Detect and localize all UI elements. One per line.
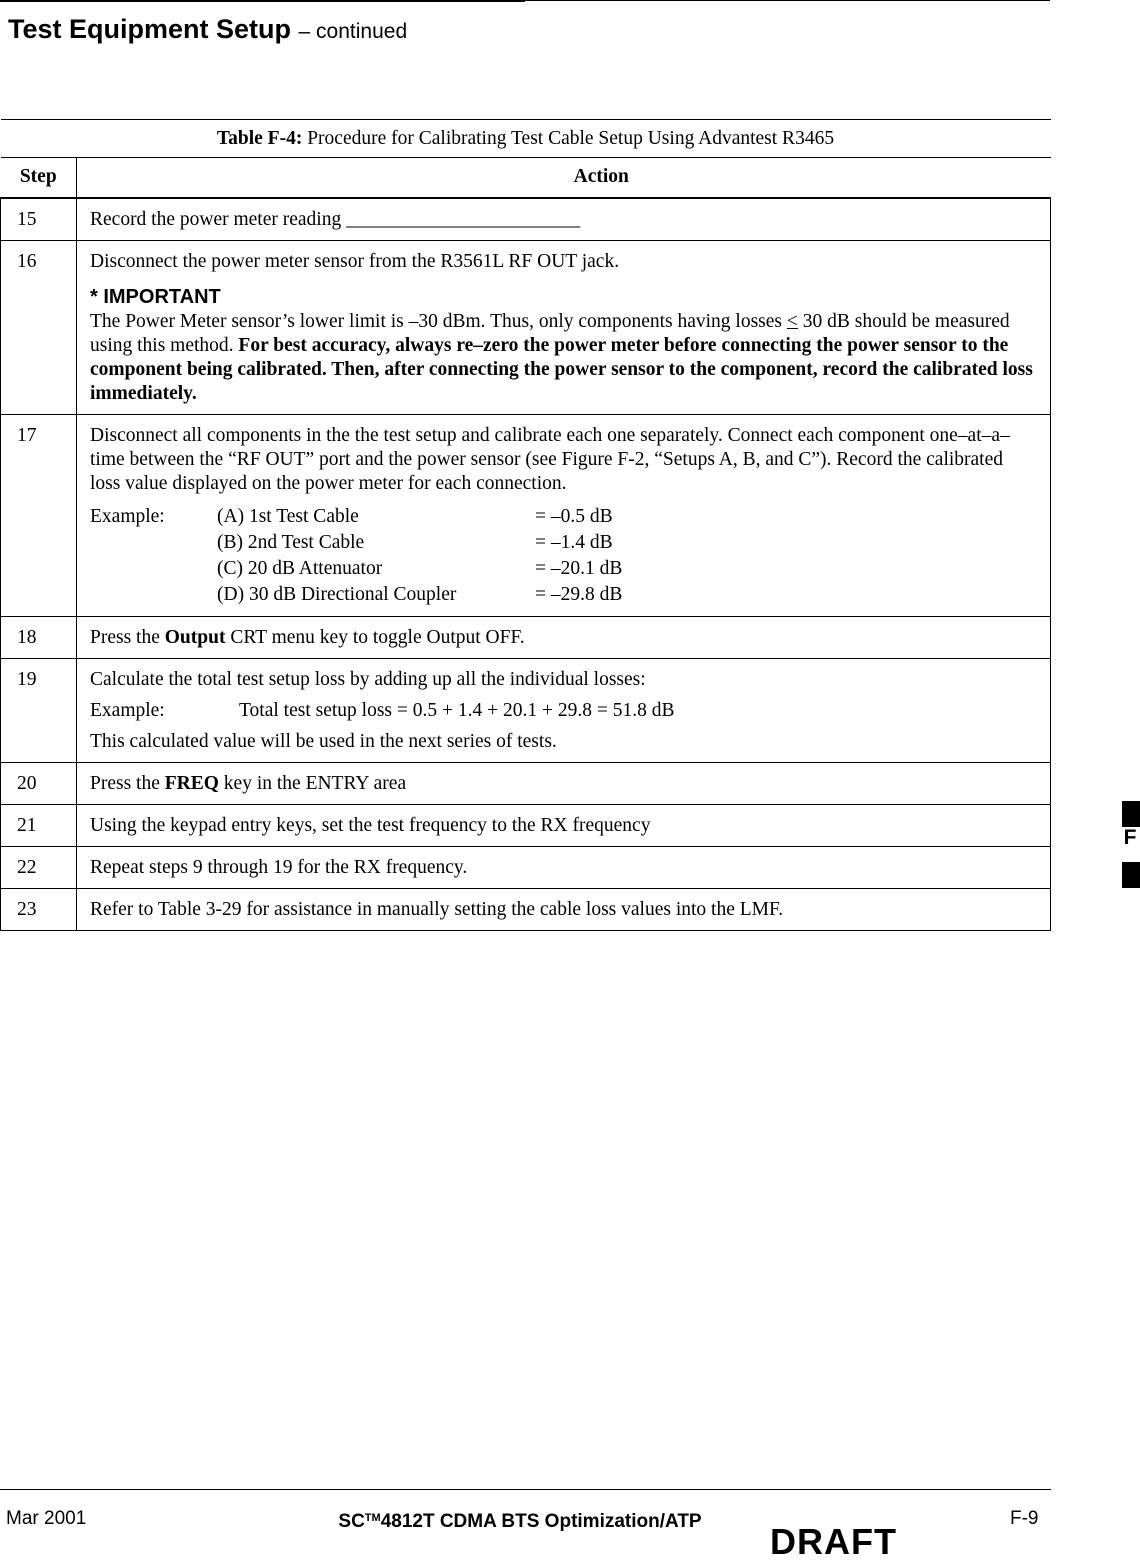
step-action: Refer to Table 3-29 for assistance in manually setting the cable loss values into the LMF. <box>77 889 1051 931</box>
example-item: (A) 1st Test Cable <box>217 506 359 527</box>
step-number: 22 <box>1 847 77 889</box>
page-title-continued: – continued <box>298 20 408 43</box>
header-rule <box>0 0 525 2</box>
step-note: This calculated value will be used in the next series of tests. <box>90 731 557 752</box>
important-note <box>90 310 1038 406</box>
step-number: 21 <box>1 805 77 847</box>
step-text: Disconnect all components in the the test setup and calibrate each one separately. Connect each component one–at–a–time between the “RF OUT” port and the power sensor (see Figure F-2, “Setups A, B, and C”). Record the calibrated loss value displayed on the power meter for each connection. <box>90 425 1010 494</box>
example-value: = –1.4 dB <box>535 532 613 553</box>
footer-title-rest: 4812T CDMA BTS Optimization/ATP <box>380 1511 702 1532</box>
step-number: 15 <box>1 198 77 241</box>
column-header-step: Step <box>1 158 77 199</box>
example-value: = –20.1 dB <box>535 558 623 579</box>
table-caption-row <box>1 120 1051 158</box>
table-row <box>1 889 1051 931</box>
important-text-b: 30 dB should be measured using this method. <box>90 311 1010 356</box>
table-row <box>1 617 1051 659</box>
step-text: Disconnect the power meter sensor from the R3561L RF OUT jack. <box>90 251 620 272</box>
table-caption-label: Table F-4: <box>216 128 303 149</box>
step-action: Record the power meter reading ________________________ <box>77 198 1051 241</box>
procedure-table <box>0 119 1051 931</box>
table-row <box>1 198 1051 241</box>
example-line <box>90 699 1038 723</box>
step-number: 16 <box>1 241 77 415</box>
step-action <box>77 617 1051 659</box>
table-row <box>1 415 1051 617</box>
important-bold-text: For best accuracy, always re–zero the power meter before connecting the power sensor to the component being calibrated. Then, after connecting the power sensor to the component, record the calibrated loss immediately. <box>90 335 1033 404</box>
step-number: 23 <box>1 889 77 931</box>
step-action <box>77 241 1051 415</box>
example-label: Example: <box>90 506 165 527</box>
example-value: = –29.8 dB <box>535 584 623 605</box>
page-number: F-9 <box>1010 1508 1039 1529</box>
step-text: CRT menu key to toggle Output OFF. <box>225 627 525 648</box>
key-name: Output <box>164 627 226 648</box>
header-rule-thin <box>525 0 1050 1</box>
table-row <box>1 805 1051 847</box>
table-row <box>1 241 1051 415</box>
table-header-row <box>1 158 1051 199</box>
step-action: Repeat steps 9 through 19 for the RX frequency. <box>77 847 1051 889</box>
step-text: Press the <box>90 773 165 794</box>
step-number: 17 <box>1 415 77 617</box>
table-row <box>1 659 1051 763</box>
important-heading: * IMPORTANT <box>90 286 221 308</box>
column-header-action: Action <box>77 158 1051 199</box>
example-item: (D) 30 dB Directional Coupler <box>217 584 457 605</box>
example-item: (B) 2nd Test Cable <box>217 532 365 553</box>
footer-date: Mar 2001 <box>6 1508 87 1529</box>
trademark-mark: TM <box>364 1512 381 1524</box>
step-text: Calculate the total test setup loss by adding up all the individual losses: <box>90 669 646 690</box>
section-tab-letter: F <box>1123 826 1137 849</box>
table-row <box>1 847 1051 889</box>
example-item: (C) 20 dB Attenuator <box>217 558 383 579</box>
step-number: 20 <box>1 763 77 805</box>
section-tab-marker-top <box>1122 801 1140 827</box>
example-label: Example: <box>90 700 165 721</box>
draft-watermark: DRAFT <box>770 1521 897 1562</box>
step-action: Using the keypad entry keys, set the test frequency to the RX frequency <box>77 805 1051 847</box>
example-text: Total test setup loss = 0.5 + 1.4 + 20.1 + 29.8 = 51.8 dB <box>239 700 675 721</box>
step-action <box>77 415 1051 617</box>
example-value: = –0.5 dB <box>535 506 613 527</box>
table-caption-text: Procedure for Calibrating Test Cable Setup Using Advantest R3465 <box>307 128 835 149</box>
page-title <box>8 14 407 45</box>
footer-title <box>300 1511 740 1533</box>
key-name: FREQ <box>164 773 219 794</box>
step-number: 19 <box>1 659 77 763</box>
table-caption <box>1 120 1051 158</box>
footer-title-prefix: SC <box>338 1511 365 1532</box>
step-number: 18 <box>1 617 77 659</box>
footer-rule <box>0 1489 1051 1490</box>
table-row <box>1 763 1051 805</box>
step-text: Press the <box>90 627 165 648</box>
important-text-a: The Power Meter sensor’s lower limit is –30 dBm. Thus, only components having losses <box>90 311 787 332</box>
step-text: key in the ENTRY area <box>218 773 407 794</box>
section-tab-marker-bottom <box>1122 862 1140 888</box>
less-equal-symbol: < <box>786 311 798 332</box>
example-list <box>90 504 1038 608</box>
page-title-text: Test Equipment Setup <box>8 14 292 44</box>
step-action <box>77 659 1051 763</box>
step-action <box>77 763 1051 805</box>
